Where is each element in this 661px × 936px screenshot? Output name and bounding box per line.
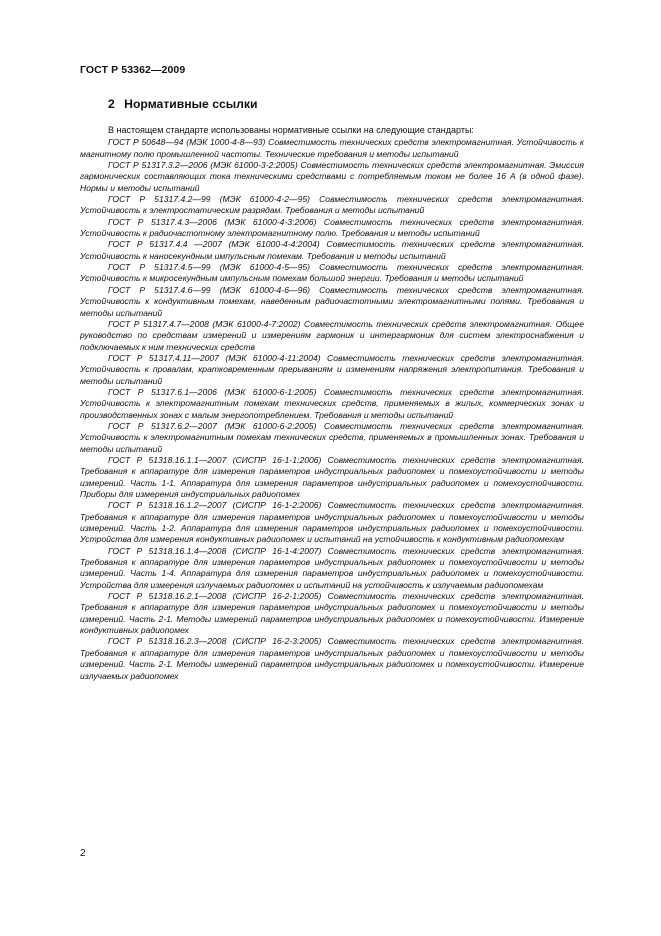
reference-item: ГОСТ Р 51317.6.2—2007 (МЭК 61000-6-2:2005) Совместимость технических средств электромагнитная. Устойчивость к электромагнитным помехам технических средств, применяемых в промышленных зонах. Требования и методы испытаний	[80, 420, 584, 454]
reference-item: ГОСТ Р 51317.3.2—2006 (МЭК 61000-3-2:2005) Совместимость технических средств электромагнитная. Эмиссия гармонических составляющих тока техническими средствами с потребляемым током не более 16 А (в одной фазе). Нормы и методы испытаний	[80, 160, 584, 193]
reference-item: ГОСТ Р 51317.4.6—99 (МЭК 61000-4-6—96) Совместимость технических средств электромагнитная. Устойчивость к кондуктивным помехам, наведенным радиочастотными электромагнитными полями. Требования и методы испытаний	[80, 284, 584, 318]
reference-item: ГОСТ Р 51318.16.1.1—2007 (СИСПР 16-1-1:2006) Совместимость технических средств электромагнитная. Требования к аппаратуре для измерения параметров индустриальных радиопомех и помехоустойчивости и методы измерений. Часть 1-1. Аппаратура для измерения параметров индустриальных радиопомех и помехоустойчивости. Приборы для измерения индустриальных радиопомех	[80, 454, 584, 499]
reference-item: ГОСТ Р 51317.4.3—2006 (МЭК 61000-4-3:2006) Совместимость технических средств электромагнитная. Устойчивость к радиочастотному электромагнитному полю. Требования и методы испытаний	[80, 216, 584, 239]
reference-item: ГОСТ Р 51318.16.2.1—2008 (СИСПР 16-2-1:2005) Совместимость технических средств электромагнитная. Требования к аппаратуре для измерения параметров индустриальных радиопомех и помехоустойчивости и методы измерений. Часть 2-1. Методы измерений параметров индустриальных радиопомех и помехоустойчивости. Измерение кондуктивных радиопомех	[80, 591, 584, 636]
reference-item: ГОСТ Р 51317.4.4 —2007 (МЭК 61000-4-4:2004) Совместимость технических средств электромагнитная. Устойчивость к наносекундным импульсным помехам. Требования и методы испытаний	[80, 239, 584, 261]
section-title: Нормативные ссылки	[124, 97, 258, 111]
reference-item: ГОСТ Р 51317.4.5—99 (МЭК 61000-4-5—95) Совместимость технических средств электромагнитная. Устойчивость к микросекундным импульсным помехам большой энергии. Требования и методы испытаний	[80, 262, 584, 284]
reference-item: ГОСТ Р 51317.6.1—2006 (МЭК 61000-6-1:2005) Совместимость технических средств электромагнитная. Устойчивость к электромагнитным помехам технических средств, применяемых в жилых, коммерческих зонах и производственных зонах с малым энергопотреблением. Требования и методы испытаний	[80, 386, 584, 420]
reference-item: ГОСТ Р 51318.16.1.4—2008 (СИСПР 16-1-4:2007) Совместимость технических средств электромагнитная. Требования к аппаратуре для измерения параметров индустриальных радиопомех и помехоустойчивости и методы измерений. Часть 1-4. Аппаратура для измерения параметров индустриальных радиопомех и помехоустойчивости. Устройства для измерения излучаемых радиопомех и испытаний на устойчивость к излучаемым радиопомехам	[80, 545, 584, 590]
reference-item: ГОСТ Р 50648—94 (МЭК 1000-4-8—93) Совместимость технических средств электромагнитная. Устойчивость к магнитному полю промышленной частоты. Технические требования и методы испытаний	[80, 137, 584, 159]
document-header-code: ГОСТ Р 53362—2009	[80, 64, 186, 76]
page-number: 2	[80, 848, 86, 859]
reference-item: ГОСТ Р 51318.16.1.2—2007 (СИСПР 16-1-2:2006) Совместимость технических средств электромагнитная. Требования к аппаратуре для измерения параметров индустриальных радиопомех и помехоустойчивости и методы измерений. Часть 1-2. Аппаратура для измерения параметров индустриальных радиопомех и помехоустойчивости. Устройства для измерения кондуктивных радиопомех и испытаний на устойчивость к кондуктивным радиопомехам	[80, 500, 584, 545]
references-intro: В настоящем стандарте использованы нормативные ссылки на следующие стандарты:	[108, 125, 474, 135]
reference-item: ГОСТ Р 51317.4.2—99 (МЭК 61000-4-2—95) Совместимость технических средств электромагнитная. Устойчивость к электростатическим разрядам. Требования и методы испытаний	[80, 194, 584, 216]
reference-item: ГОСТ Р 51317.4.7—2008 (МЭК 61000-4-7:2002) Совместимость технических средств электромагнитная. Общее руководство по средствам измерений и измерениям гармоник и интергармоник для систем электроснабжения и подключаемых к ним технических средств	[80, 318, 584, 352]
references-body	[80, 125, 584, 682]
section-number: 2	[108, 97, 115, 111]
section-heading	[108, 97, 258, 111]
reference-item: ГОСТ Р 51318.16.2.3—2008 (СИСПР 16-2-3:2005) Совместимость технических средств электромагнитная. Требования к аппаратуре для измерения параметров индустриальных радиопомех и помехоустойчивости и методы измерений. Часть 2-1. Методы измерений параметров индустриальных радиопомех и помехоустойчивости. Измерение излучаемых радиопомех	[80, 636, 584, 681]
reference-item: ГОСТ Р 51317.4.11—2007 (МЭК 61000-4-11:2004) Совместимость технических средств электромагнитная. Устойчивость к провалам, кратковременным прерываниям и изменениям напряжения электропитания. Требования и методы испытаний	[80, 352, 584, 386]
